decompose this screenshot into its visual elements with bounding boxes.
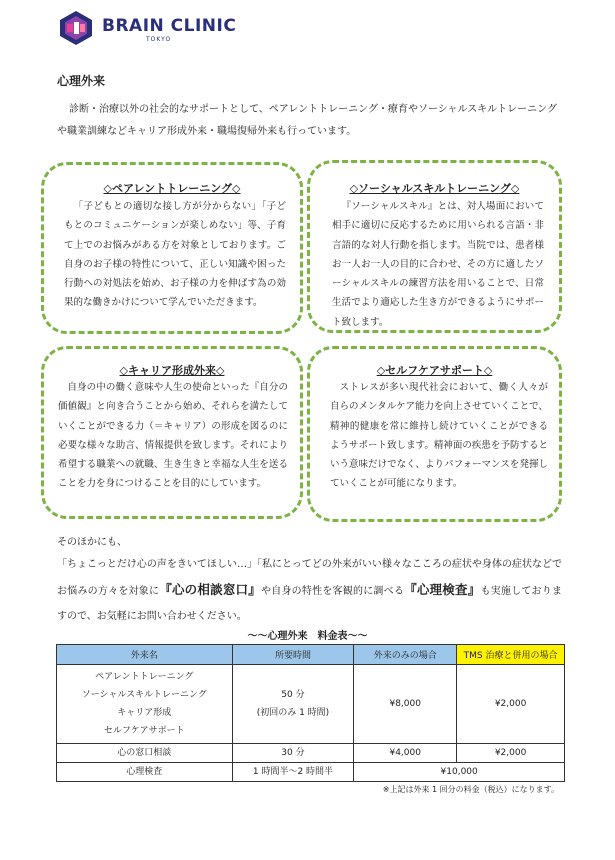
other-text-2: や自身の特性を客観的に調べる [261, 586, 405, 597]
card-body: 自身の中の働く意味や人生の使命といった『自分の価値観』と向き合うことから始め、それらを満たしていくことができる力（＝キャリア）の形成を図るのに必要な様々な助言、情報提供を致します。それにより希望する職業への就職、生き生きと幸福な人生を送ることを力を身につけることを目的にしています。 [58, 382, 288, 490]
price-outpatient: ¥8,000 [354, 665, 457, 744]
card-title: ◇ペアレントトレーニング◇ [103, 182, 241, 195]
table-row [57, 744, 565, 763]
duration: 1 時間半～2 時間半 [232, 763, 354, 782]
psych-test-highlight: 『心理検査』 [404, 582, 481, 597]
program-name: キャリア形成 [117, 708, 172, 718]
price-tms: ¥2,000 [457, 665, 565, 744]
other-text-3: も実施しておりますので、お気軽にお問い合わせください。 [57, 586, 563, 622]
header-outpatient-only: 外来のみの場合 [354, 645, 457, 665]
fee-note: ※上記は外来 1 回分の料金（税込）になります。 [382, 785, 559, 794]
duration: 30 分 [232, 744, 354, 763]
table-row [57, 763, 565, 782]
program-name: 心の窓口相談 [57, 744, 233, 763]
duration: 50 分 [281, 690, 305, 700]
card-body: 『ソーシャルスキル』とは、対人場面において相手に適切に反応するために用いられる言語・非言語的な対人行動を指します。当院では、患者様お一人お一人の目的に合わせ、その方に適したソーシャルスキルの練習方法を用いることで、日常生活でより適応した生き方ができるようにサポート致します。 [332, 201, 544, 328]
brand-sub: TOKYO [146, 36, 172, 43]
card-title: ◇キャリア形成外来◇ [119, 364, 225, 377]
fee-table [56, 644, 565, 782]
program-name: セルフケアサポート [103, 726, 185, 736]
card-self-care-support [307, 346, 562, 522]
table-row [57, 665, 565, 744]
consultation-highlight: 『心の相談窓口』 [159, 582, 261, 597]
header-duration: 所要時間 [232, 645, 354, 665]
card-parent-training [41, 162, 303, 334]
program-name: 心理検査 [57, 763, 233, 782]
card-career-formation [41, 346, 303, 519]
other-lead: そのほかにも、 [57, 537, 127, 548]
fee-header-row [57, 645, 565, 665]
other-text-1: 「ちょこっとだけ心の声をきいてほしい…」「私にとってどの外来がいい様々なこころの症状や身体の症状などでお悩みの方々を対象に [57, 559, 562, 597]
other-paragraph [57, 552, 562, 629]
brand-name: BRAIN CLINIC [102, 16, 237, 36]
intro-paragraph: 診断・治療以外の社会的なサポートとして、ペアレントトレーニング・療育やソーシャルスキルトレーニングや職業訓練などキャリア形成外来・職場復帰外来も行っています。 [57, 104, 557, 137]
price-combined: ¥10,000 [354, 763, 565, 782]
card-body: 「子どもとの適切な接し方が分からない」「子どもとのコミュニケーションが楽しめない」等、子育て上でのお悩みがある方を対象としております。ご自身のお子様の特性について、正しい知識や困った行動への対処法を始め、お子様の力を伸ばす為の効果的な働きかけについて学んでいただきます。 [64, 201, 286, 309]
section-title: 心理外来 [57, 74, 106, 88]
header-clinic-name: 外来名 [57, 645, 233, 665]
card-title: ◇ソーシャルスキルトレーニング◇ [349, 182, 520, 195]
fee-table-title: ～～心理外来 料金表～～ [247, 631, 368, 642]
card-body: ストレスが多い現代社会において、働く人々が自らのメンタルケア能力を向上させていくことで、精神的健康を常に維持し続けていくことができるようサポート致します。精神面の疾患を予防するという意味だけでなく、よりパフォーマンスを発揮していくことが可能になります。 [330, 382, 548, 490]
duration-note: (初回のみ 1 時間) [256, 708, 330, 718]
card-title: ◇セルフケアサポート◇ [376, 364, 493, 377]
header-with-tms: TMS 治療と併用の場合 [457, 645, 565, 665]
price-tms: ¥2,000 [457, 744, 565, 763]
program-name: ソーシャルスキルトレーニング [81, 690, 207, 700]
clinic-logo [56, 6, 236, 50]
program-name: ペアレントトレーニング [95, 672, 194, 682]
hexagon-logo-icon [56, 10, 96, 46]
card-social-skill-training [307, 160, 562, 333]
price-outpatient: ¥4,000 [354, 744, 457, 763]
